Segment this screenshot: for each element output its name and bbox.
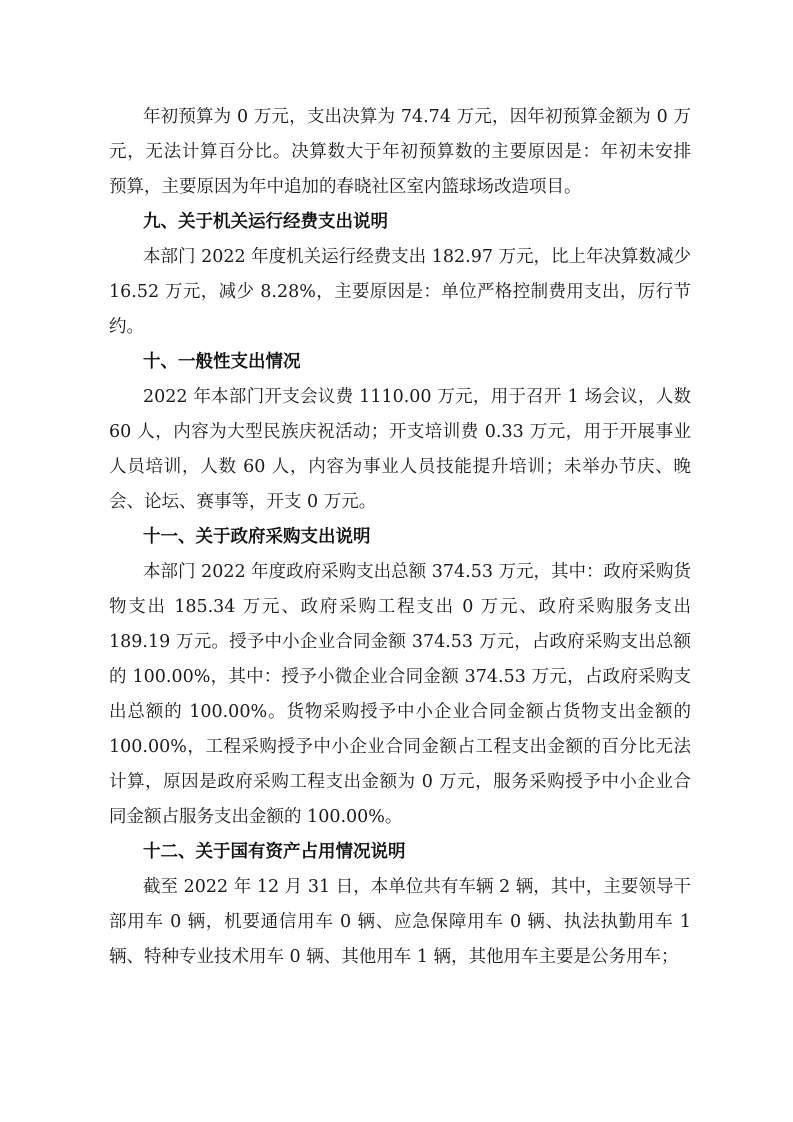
text-line: 截至 2022 年 12 月 31 日，本单位共有车辆 2 辆，其中，主要领导干 bbox=[143, 877, 691, 897]
paragraph-general-expenses bbox=[109, 380, 691, 520]
text-line: 会、论坛、赛事等，开支 0 万元。 bbox=[109, 492, 377, 512]
text-line: 100.00%，工程采购授予中小企业合同金额占工程支出金额的百分比无法 bbox=[109, 737, 691, 757]
text-line: 同金额占服务支出金额的 100.00%。 bbox=[109, 807, 403, 827]
section-heading-10: 十、一般性支出情况 bbox=[143, 352, 301, 372]
text-line: 元，无法计算百分比。决算数大于年初预算数的主要原因是：年初未安排 bbox=[109, 142, 691, 162]
text-line: 约。 bbox=[109, 317, 144, 337]
text-line: 本部门 2022 年度政府采购支出总额 374.53 万元，其中：政府采购货 bbox=[143, 562, 691, 582]
paragraph-state-assets bbox=[109, 870, 691, 975]
paragraph-procurement bbox=[109, 555, 691, 835]
paragraph-operating-expenses bbox=[109, 240, 691, 345]
section-heading-12: 十二、关于国有资产占用情况说明 bbox=[143, 842, 406, 862]
section-heading-9: 九、关于机关运行经费支出说明 bbox=[143, 212, 388, 232]
text-line: 辆、特种专业技术用车 0 辆、其他用车 1 辆，其他用车主要是公务用车； bbox=[109, 947, 679, 967]
text-line: 本部门 2022 年度机关运行经费支出 182.97 万元，比上年决算数减少 bbox=[143, 247, 691, 267]
text-line: 计算，原因是政府采购工程支出金额为 0 万元，服务采购授予中小企业合 bbox=[109, 772, 691, 792]
text-line: 部用车 0 辆，机要通信用车 0 辆、应急保障用车 0 辆、执法执勤用车 1 bbox=[109, 912, 691, 932]
text-line: 预算，主要原因为年中追加的春晓社区室内篮球场改造项目。 bbox=[109, 177, 582, 197]
text-line: 物支出 185.34 万元、政府采购工程支出 0 万元、政府采购服务支出 bbox=[109, 597, 691, 617]
section-heading-11: 十一、关于政府采购支出说明 bbox=[143, 527, 371, 547]
text-line: 出总额的 100.00%。货物采购授予中小企业合同金额占货物支出金额的 bbox=[109, 702, 691, 722]
text-line: 2022 年本部门开支会议费 1110.00 万元，用于召开 1 场会议，人数 bbox=[143, 387, 691, 407]
text-line: 人员培训，人数 60 人，内容为事业人员技能提升培训；未举办节庆、晚 bbox=[109, 457, 691, 477]
text-line: 189.19 万元。授予中小企业合同金额 374.53 万元，占政府采购支出总额 bbox=[109, 632, 691, 652]
text-line: 60 人，内容为大型民族庆祝活动；开支培训费 0.33 万元，用于开展事业 bbox=[109, 422, 691, 442]
text-line: 年初预算为 0 万元，支出决算为 74.74 万元，因年初预算金额为 0 万 bbox=[143, 107, 691, 127]
text-line: 16.52 万元，减少 8.28%，主要原因是：单位严格控制费用支出，厉行节 bbox=[109, 282, 691, 302]
document-body bbox=[109, 100, 691, 975]
text-line: 的 100.00%，其中：授予小微企业合同金额 374.53 万元，占政府采购支 bbox=[109, 667, 691, 687]
paragraph-budget-note bbox=[109, 100, 691, 205]
